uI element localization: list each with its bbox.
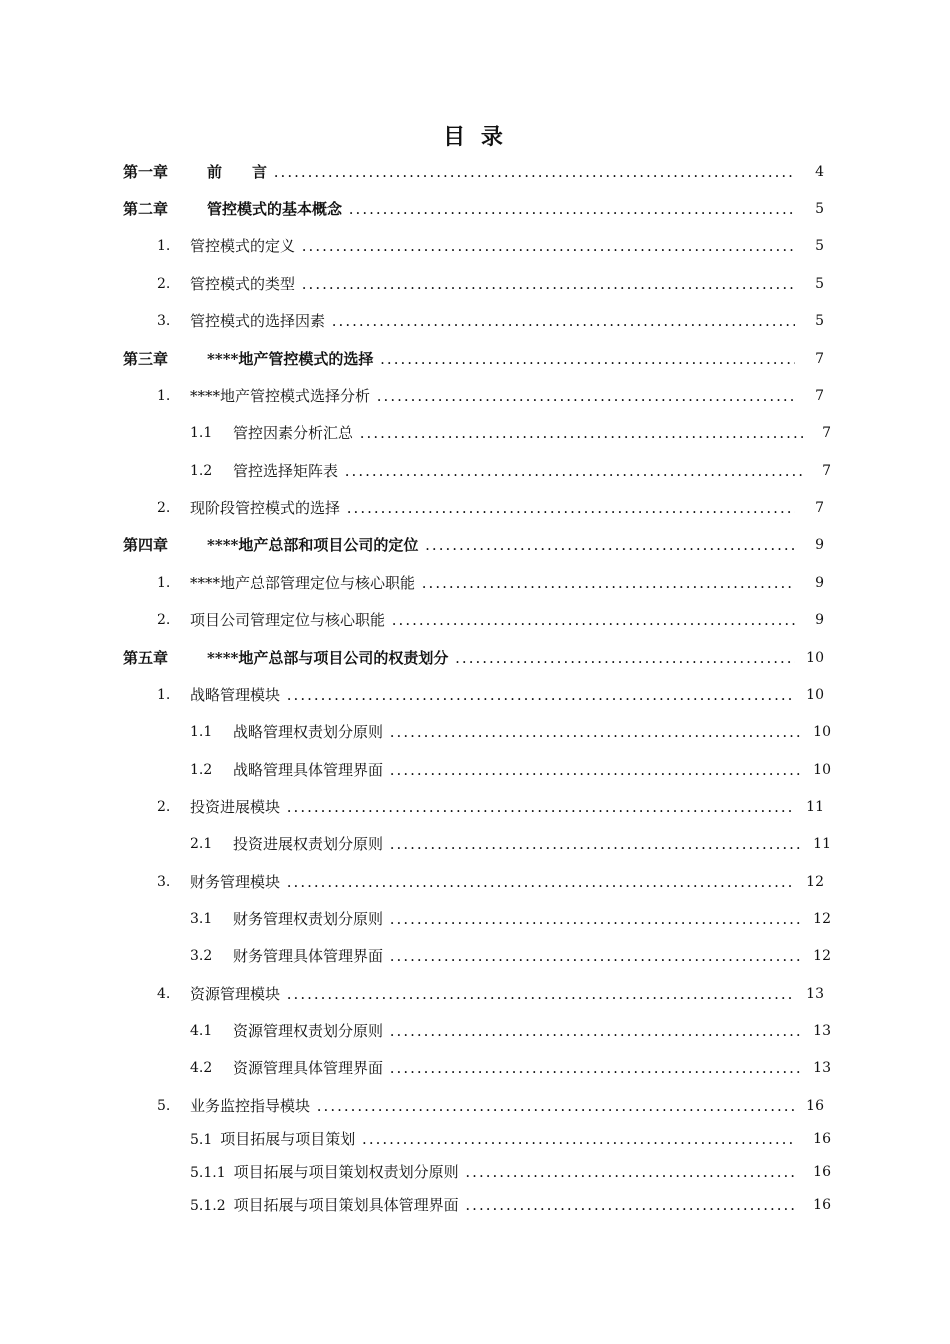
toc-page-number: 13 [806,986,824,1002]
toc-section-number: 2. [157,500,171,516]
toc-page-number: 13 [813,1023,831,1039]
toc-section-number: 2. [157,276,171,292]
toc-entry[interactable] [0,608,950,632]
toc-section-number: 4.1 [190,1023,213,1039]
toc-entry-title [190,1094,795,1118]
toc-entry-title [190,234,795,258]
toc-chapter-label: 第一章 [123,163,169,181]
toc-entry-text: 资源管理具体管理界面 [233,1059,384,1077]
toc-section-number: 4. [157,986,171,1002]
toc-entry[interactable] [0,795,950,819]
toc-section-number: 1.2 [190,463,213,479]
toc-entry-text: ****地产管控模式的选择 [207,350,374,368]
toc-entry-text: 前 言 [207,163,268,181]
toc-page-number: 7 [815,351,824,367]
toc-page-number: 9 [815,612,824,628]
toc-section-number: 3. [157,874,171,890]
toc-entry-text: ****地产管控模式选择分析 [190,387,371,405]
toc-section-number: 5.1.1 [190,1165,226,1181]
toc-page-number: 16 [813,1164,831,1180]
toc-entry[interactable] [0,1056,950,1080]
toc-page-number: 10 [813,724,831,740]
toc-page-number: 12 [806,874,824,890]
toc-page-number: 10 [806,650,824,666]
toc-entry[interactable] [0,1019,950,1043]
toc-entry[interactable] [0,347,950,371]
toc-entry-title [233,1019,803,1043]
toc-section-number: 2. [157,799,171,815]
toc-entry-title [207,533,795,557]
toc-entry-title [190,1193,795,1218]
toc-page-number: 9 [815,575,824,591]
toc-page-number: 13 [813,1060,831,1076]
toc-page-number: 5 [815,201,824,217]
toc-entry-text: ****地产总部和项目公司的定位 [207,536,419,554]
toc-section-number: 5.1 [190,1132,213,1148]
toc-entry-text: 资源管理模块 [190,985,281,1003]
toc-section-number: 3.2 [190,948,213,964]
toc-section-number: 1.2 [190,762,213,778]
toc-entry-text: 财务管理具体管理界面 [233,947,384,965]
toc-page-number: 16 [813,1197,831,1213]
toc-entry-text: 资源管理权责划分原则 [233,1022,384,1040]
toc-page-number: 16 [813,1131,831,1147]
toc-chapter-label: 第三章 [123,350,169,368]
toc-entry[interactable] [0,160,950,184]
toc-page-number: 4 [815,164,824,180]
toc-entry-title [233,832,803,856]
toc-section-number: 1.1 [190,425,213,441]
toc-page-number: 11 [813,836,831,852]
toc-entry-text: 投资进展权责划分原则 [233,835,384,853]
toc-entry-text: 管控选择矩阵表 [233,462,339,480]
toc-entry-title [190,571,795,595]
toc-entry-text: 项目拓展与项目策划 [220,1130,356,1148]
toc-entry-text: 项目拓展与项目策划权责划分原则 [233,1163,459,1181]
toc-entry-text: ****地产总部与项目公司的权责划分 [207,649,449,667]
toc-chapter-label: 第二章 [123,200,169,218]
toc-entry-title [233,720,803,744]
toc-entry-text: 项目公司管理定位与核心职能 [190,611,386,629]
toc-entry-text: 现阶段管控模式的选择 [190,499,341,517]
toc-entry[interactable] [0,758,950,782]
toc-section-number: 1.1 [190,724,213,740]
toc-entry-text: 管控模式的定义 [190,237,296,255]
toc-entry[interactable] [0,421,950,445]
toc-entry-text: 管控模式的选择因素 [190,312,326,330]
toc-entry-title [190,683,795,707]
toc-entry-title [207,646,795,670]
toc-section-number: 5.1.2 [190,1198,226,1214]
toc-entry-text: 业务监控指导模块 [190,1097,311,1115]
toc-heading: 目 录 [443,124,507,150]
toc-entry[interactable] [0,944,950,968]
toc-entry[interactable] [0,197,950,221]
toc-entry-title [190,1160,795,1185]
toc-entry-title [190,982,795,1006]
toc-entry[interactable] [0,533,950,557]
toc-entry[interactable] [0,272,950,296]
toc-entry-title [233,421,803,445]
toc-page-number: 10 [806,687,824,703]
toc-entry-text: 战略管理权责划分原则 [233,723,384,741]
toc-chapter-label: 第五章 [123,649,169,667]
toc-entry[interactable] [0,496,950,520]
toc-entry[interactable] [0,720,950,744]
toc-entry-title [233,907,803,931]
toc-page-number: 5 [815,238,824,254]
toc-page-number: 12 [813,911,831,927]
toc-section-number: 1. [157,238,171,254]
toc-page-number: 5 [815,276,824,292]
toc-entry[interactable] [0,870,950,894]
toc-entry-title [190,870,795,894]
toc-entry[interactable] [0,571,950,595]
toc-entry-title [190,272,795,296]
toc-page-number: 11 [806,799,824,815]
toc-section-number: 4.2 [190,1060,213,1076]
toc-entry[interactable] [0,1127,950,1151]
toc-entry-title [207,160,795,184]
toc-section-number: 1. [157,388,171,404]
toc-section-number: 1. [157,575,171,591]
toc-chapter-label: 第四章 [123,536,169,554]
toc-page-number: 9 [815,537,824,553]
toc-entry-title [207,347,795,371]
toc-entry[interactable] [0,832,950,856]
toc-entry-title [233,944,803,968]
toc-entry-text: 管控模式的基本概念 [207,200,343,218]
toc-entry[interactable] [0,309,950,333]
toc-entry-title [233,459,803,483]
toc-page-number: 7 [815,388,824,404]
toc-entry-text: 财务管理模块 [190,873,281,891]
toc-section-number: 1. [157,687,171,703]
toc-entry-text: 项目拓展与项目策划具体管理界面 [233,1196,459,1214]
toc-page-number: 10 [813,762,831,778]
toc-entry[interactable] [0,1193,950,1217]
toc-entry-title [190,1127,795,1152]
toc-entry[interactable] [0,1160,950,1184]
toc-section-number: 5. [157,1098,171,1114]
toc-entry[interactable] [0,683,950,707]
toc-page-number: 5 [815,313,824,329]
toc-entry[interactable] [0,459,950,483]
toc-entry[interactable] [0,982,950,1006]
toc-entry-title [190,309,795,333]
toc-entry-text: 战略管理模块 [190,686,281,704]
toc-entry-text: ****地产总部管理定位与核心职能 [190,574,416,592]
toc-entry[interactable] [0,234,950,258]
toc-section-number: 2.1 [190,836,213,852]
toc-page-number: 7 [815,500,824,516]
toc-section-number: 2. [157,612,171,628]
toc-section-number: 3.1 [190,911,213,927]
toc-entry-title [190,608,795,632]
toc-entry-text: 战略管理具体管理界面 [233,761,384,779]
toc-entry[interactable] [0,646,950,670]
toc-entry-title [190,496,795,520]
toc-entry[interactable] [0,907,950,931]
toc-page-number: 12 [813,948,831,964]
toc-entry-title [190,795,795,819]
toc-page-number: 7 [822,463,831,479]
toc-entry-title [190,384,795,408]
toc-page-number: 7 [822,425,831,441]
toc-entry[interactable] [0,384,950,408]
toc-entry-text: 投资进展模块 [190,798,281,816]
toc-page-number: 16 [806,1098,824,1114]
toc-entry-title [207,197,795,221]
toc-section-number: 3. [157,313,171,329]
toc-entry-text: 管控因素分析汇总 [233,424,354,442]
toc-entry[interactable] [0,1094,950,1118]
toc-entry-title [233,1056,803,1080]
toc-entry-title [233,758,803,782]
toc-entry-text: 管控模式的类型 [190,275,296,293]
toc-entry-text: 财务管理权责划分原则 [233,910,384,928]
